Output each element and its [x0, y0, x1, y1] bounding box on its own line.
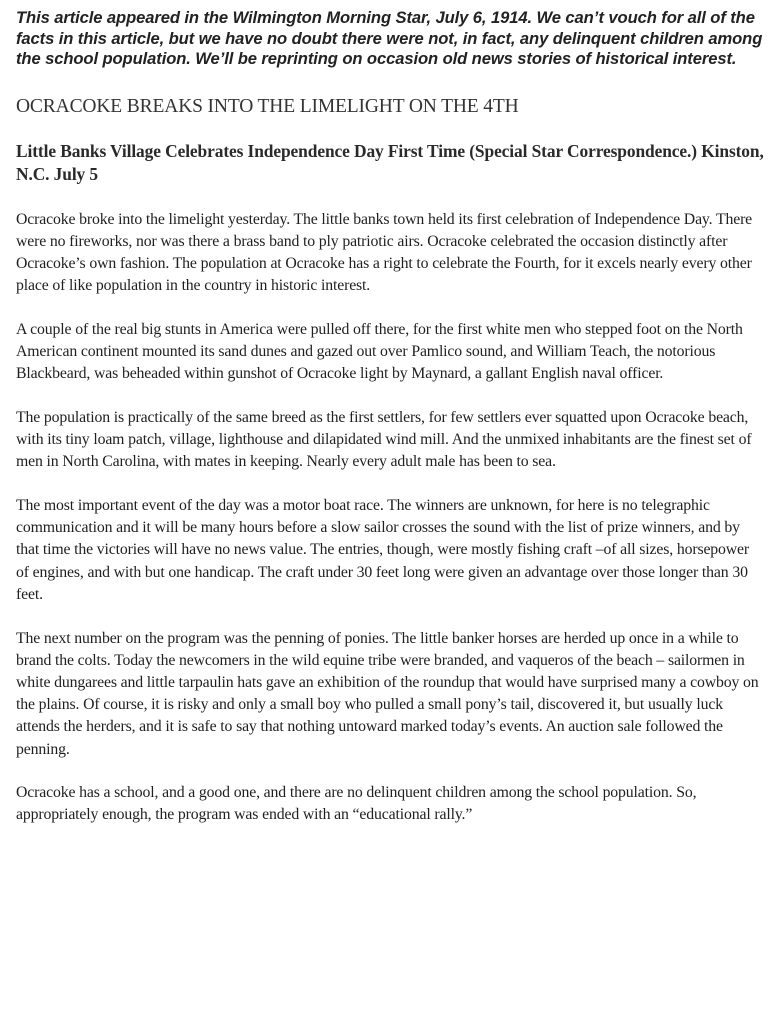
article-headline: OCRACOKE BREAKS INTO THE LIMELIGHT ON THE 4TH	[16, 95, 519, 117]
article-paragraph: The population is practically of the same breed as the first settlers, for few settlers ever squatted upon Ocracoke beach, with its tiny loam patch, village, lighthouse and dilapidated wind mill. And the unmixed inhabitants are the finest set of men in North Carolina, with mates in keeping. Nearly every adult male has been to sea.	[16, 408, 752, 471]
article-paragraph: Ocracoke broke into the limelight yesterday. The little banks town held its first celebration of Independence Day. There were no fireworks, nor was there a brass band to ply patriotic airs. Ocracoke celebrated the occasion distinctly after Ocracoke’s own fashion. The population at Ocracoke has a right to celebrate the Fourth, for it excels nearly every other place of like population in the country in historic interest.	[16, 210, 753, 295]
article-paragraph: A couple of the real big stunts in America were pulled off there, for the first white men who stepped foot on the North American continent mounted its sand dunes and gazed out over Pamlico sound, and William Teach, the notorious Blackbeard, was beheaded within gunshot of Ocracoke light by Maynard, a gallant English naval officer.	[16, 320, 743, 383]
article-subheadline: Little Banks Village Celebrates Independence Day First Time (Special Star Correspondence.) Kinston, N.C. July 5	[16, 140, 764, 184]
article-body	[16, 209, 764, 827]
article-paragraph: Ocracoke has a school, and a good one, and there are no delinquent children among the school population. So, appropriately enough, the program was ended with an “educational rally.”	[16, 784, 697, 824]
article-paragraph: The next number on the program was the penning of ponies. The little banker horses are herded up once in a while to brand the colts. Today the newcomers in the wild equine tribe were branded, and vaqueros of the beach – sailormen in white dungarees and little tarpaulin hats gave an exhibition of the roundup that would have surprised many a cowboy on the plains. Of course, it is risky and only a small boy who pulled a small pony’s tail, discovered it, but usually luck attends the herders, and it is safe to say that nothing untoward marked today’s events. An auction sale followed the penning.	[16, 629, 759, 758]
article-paragraph: The most important event of the day was a motor boat race. The winners are unknown, for here is no telegraphic communication and it will be many hours before a slow sailor crosses the sound with the list of prize winners, and by that time the victories will have no news value. The entries, though, were mostly fishing craft –of all sizes, horsepower of engines, and with but one handicap. The craft under 30 feet long were given an advantage over those longer than 30 feet.	[16, 497, 750, 603]
article-page	[16, 8, 764, 848]
editor-intro-note: This article appeared in the Wilmington Morning Star, July 6, 1914. We can’t vouch for all of the facts in this article, but we have no doubt there were not, in fact, any delinquent children among the school population. We’ll be reprinting on occasion old news stories of historical interest.	[16, 8, 763, 68]
